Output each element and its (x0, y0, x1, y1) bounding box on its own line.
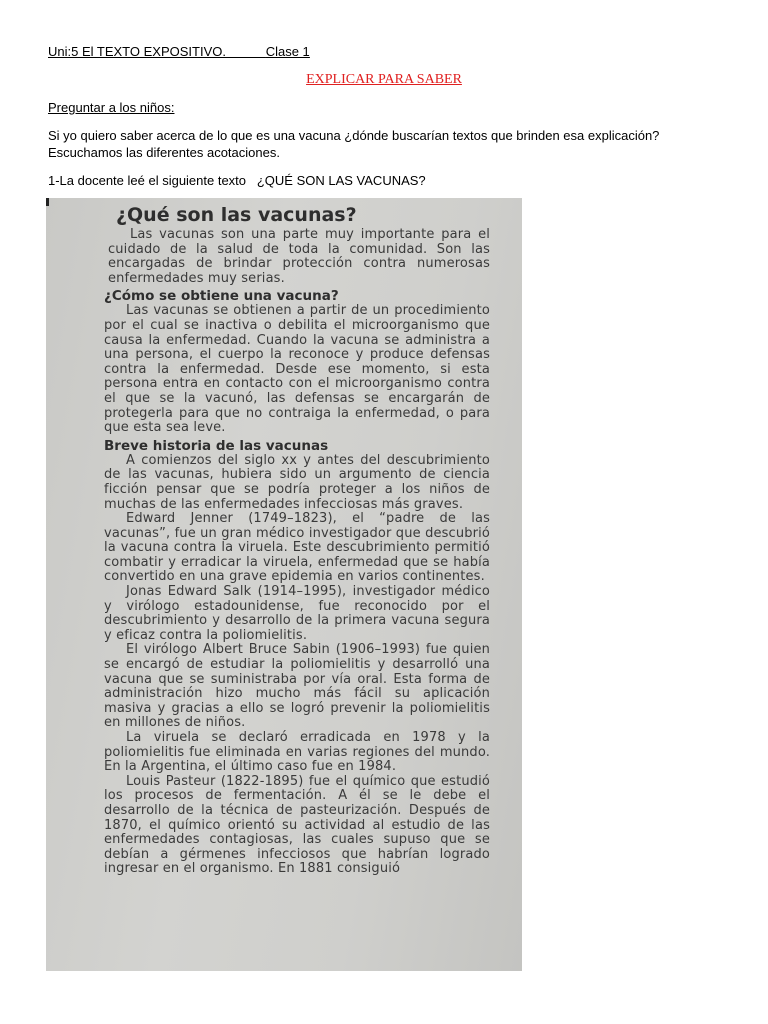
history-paragraph: Edward Jenner (1749–1823), el “padre de las vacunas”, fue un gran médico investigador que descubrió la vacuna contra la viruela. Este descubrimiento permitió combatir y erradicar la viruela, enfermedad que se había convertido en una grave epidemia en varios continentes. (104, 511, 490, 585)
section-subtitle: EXPLICAR PARA SABER (306, 72, 462, 87)
history-paragraph: A comienzos del siglo xx y antes del descubrimiento de las vacunas, hubiera sido un argumento de ciencia ficción pensar que se podría proteger a los niños de muchas de las enfermedades infecciosas más graves. (104, 452, 490, 512)
book-page-photo (46, 198, 522, 971)
history-paragraph: Louis Pasteur (1822-1895) fue el químico que estudió los procesos de fermentación. A él se le debe el desarrollo de la técnica de pasteurización. Después de 1870, el químico orientó su actividad al estudio de las enfermedades contagiosas, las cuales supuso que se debían a gérmenes infecciosos que habrían logrado ingresar en el organismo. En 1881 consiguió (104, 773, 490, 877)
history-paragraph: El virólogo Albert Bruce Sabin (1906–1993) fue quien se encargó de estudiar la poliomielitis y desarrolló una vacuna que se suministraba por vía oral. Esta forma de administración hizo mucho más fácil su aplicación masiva y gracias a ello se logró prevenir la poliomielitis en millones de niños. (104, 642, 490, 731)
book-title: ¿Qué son las vacunas? (116, 204, 357, 226)
book-section2-title: Breve historia de las vacunas (104, 437, 329, 454)
unit-header (48, 44, 310, 59)
history-paragraph: Jonas Edward Salk (1914–1995), investigador médico y virólogo estadounidense, fue reconocido por el descubrimiento y desarrollo de la primera vacuna segura y eficaz contra la poliomielitis. (104, 584, 490, 643)
step-instruction: 1-La docente leé el siguiente texto ¿QUÉ SON LAS VACUNAS? (48, 173, 426, 188)
class-label: Clase 1 (265, 44, 310, 59)
guiding-question: Si yo quiero saber acerca de lo que es una vacuna ¿dónde buscarían textos que brinden esa explicación? Escuchamos las diferentes acotaciones. (48, 128, 660, 160)
history-paragraph: La viruela se declaró erradicada en 1978 y la poliomielitis fue eliminada en varias regiones del mundo. En la Argentina, el último caso fue en 1984. (104, 730, 490, 775)
photo-edge-mark (46, 198, 49, 206)
ask-label: Preguntar a los niños: (48, 100, 175, 115)
book-section1-title: ¿Cómo se obtiene una vacuna? (104, 288, 339, 305)
unit-title: Uni:5 El TEXTO EXPOSITIVO. (48, 44, 226, 59)
book-section1-text: Las vacunas se obtienen a partir de un procedimiento por el cual se inactiva o debilita el microorganismo que causa la enfermedad. Cuando la vacuna se administra a una persona, el cuerpo la reconoce y produce defensas contra la enfermedad. Desde ese momento, si esta persona entra en contacto con el microorganismo contra el que se la vacunó, las defensas se encargarán de protegerla para que no contraiga la enfermedad, o para que esta sea leve. (104, 303, 490, 436)
book-intro: Las vacunas son una parte muy importante para el cuidado de la salud de toda la comunidad. Son las encargadas de brindar protección contra numerosas enfermedades muy serias. (108, 227, 490, 286)
